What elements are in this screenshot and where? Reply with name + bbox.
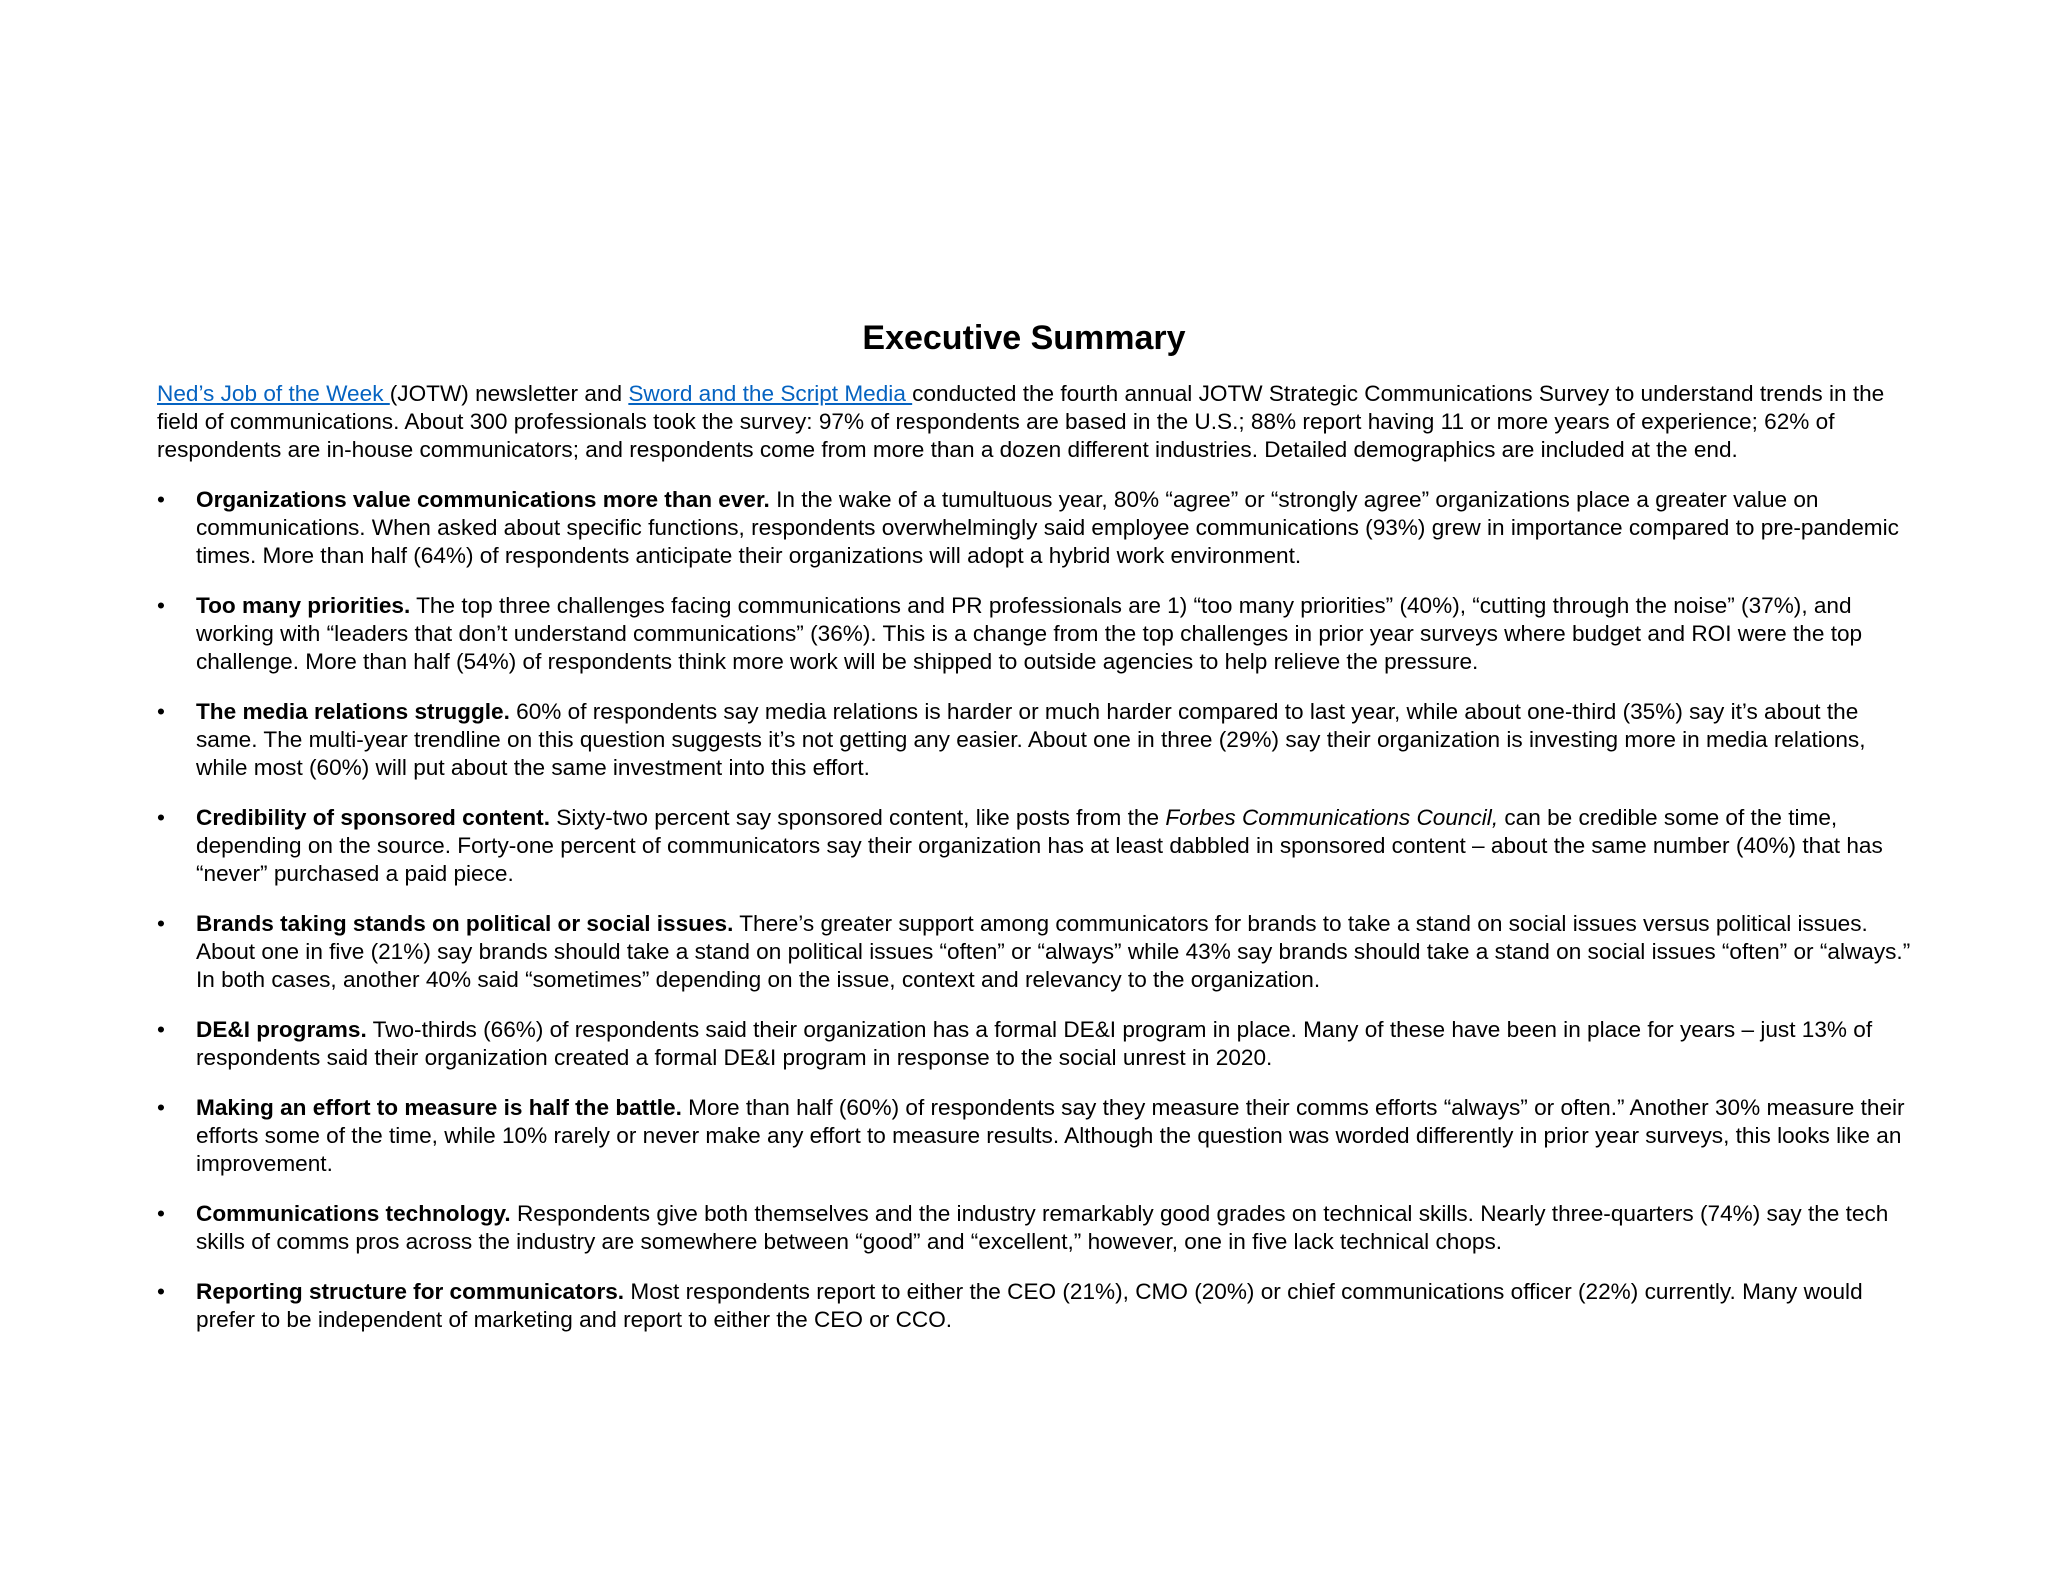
- bullet-text: Two-thirds (66%) of respondents said their organization has a formal DE&I program in place. Many of these have been in place for years – just 13% of respondents said their organization created a formal DE&I program in response to the social unrest in 2020.: [196, 1017, 1873, 1070]
- bullet-heading: Making an effort to measure is half the battle.: [196, 1095, 682, 1120]
- bullet-org-value: [157, 486, 1917, 570]
- sword-script-link[interactable]: Sword and the Script Media: [628, 381, 913, 406]
- bullet-heading: Brands taking stands on political or social issues.: [196, 911, 734, 936]
- bullet-point-icon: •: [157, 1201, 165, 1226]
- jotw-link[interactable]: Ned’s Job of the Week: [157, 381, 390, 406]
- bullet-brand-stands: [157, 910, 1917, 994]
- intro-text-1: (JOTW) newsletter and: [389, 381, 629, 406]
- bullet-dei-programs: [157, 1016, 1917, 1072]
- bullet-heading: Credibility of sponsored content.: [196, 805, 550, 830]
- bullet-text: 60% of respondents say media relations is harder or much harder compared to last year, while about one-third (35%) say it’s about the same. The multi-year trendline on this question suggests it’s not getting any easier. About one in three (29%) say their organization is investing more in media relations, while most (60%) will put about the same investment into this effort.: [196, 699, 1866, 780]
- bullet-text: The top three challenges facing communications and PR professionals are 1) “too many priorities” (40%), “cutting through the noise” (37%), and working with “leaders that don’t understand communications” (36%). This is a change from the top challenges in prior year surveys where budget and ROI were the top challenge. More than half (54%) of respondents think more work will be shipped to outside agencies to help relieve the pressure.: [196, 593, 1863, 674]
- bullet-priorities: [157, 592, 1917, 676]
- bullet-measurement: [157, 1094, 1917, 1178]
- bullet-point-icon: •: [157, 699, 165, 724]
- bullet-heading: DE&I programs.: [196, 1017, 367, 1042]
- bullet-point-icon: •: [157, 805, 165, 830]
- bullet-text-italic: Forbes Communications Council,: [1165, 805, 1499, 830]
- bullet-point-icon: •: [157, 911, 165, 936]
- bullet-text: Sixty-two percent say sponsored content, like posts from the: [550, 805, 1166, 830]
- bullet-text: Most respondents report to either the CEO (21%), CMO (20%) or chief communications officer (22%) currently. Many would prefer to be independent of marketing and report to either the CEO or CCO.: [196, 1279, 1863, 1332]
- summary-bullet-list: [157, 486, 1917, 1356]
- bullet-comms-technology: [157, 1200, 1917, 1256]
- bullet-heading: Reporting structure for communicators.: [196, 1279, 625, 1304]
- bullet-heading: Too many priorities.: [196, 593, 411, 618]
- bullet-point-icon: •: [157, 1095, 165, 1120]
- bullet-text: There’s greater support among communicators for brands to take a stand on social issues versus political issues. About one in five (21%) say brands should take a stand on political issues “often” or “always” while 43% say brands should take a stand on social issues “often” or “always.” In both cases, another 40% said “sometimes” depending on the issue, context and relevancy to the organization.: [196, 911, 1911, 992]
- intro-paragraph: [157, 380, 1917, 464]
- bullet-text: Respondents give both themselves and the industry remarkably good grades on technical skills. Nearly three-quarters (74%) say the tech skills of comms pros across the industry are somewhere between “good” and “excellent,” however, one in five lack technical chops.: [196, 1201, 1889, 1254]
- bullet-text: In the wake of a tumultuous year, 80% “agree” or “strongly agree” organizations place a greater value on communications. When asked about specific functions, respondents overwhelmingly said employee communications (93%) grew in importance compared to pre-pandemic times. More than half (64%) of respondents anticipate their organizations will adopt a hybrid work environment.: [196, 487, 1899, 568]
- bullet-text: More than half (60%) of respondents say they measure their comms efforts “always” or often.” Another 30% measure their efforts some of the time, while 10% rarely or never make any effort to measure results. Although the question was worded differently in prior year surveys, this looks like an improvement.: [196, 1095, 1905, 1176]
- bullet-media-relations: [157, 698, 1917, 782]
- bullet-sponsored-content: [157, 804, 1917, 888]
- bullet-point-icon: •: [157, 593, 165, 618]
- bullet-point-icon: •: [157, 1017, 165, 1042]
- intro-text-2: conducted the fourth annual JOTW Strategic Communications Survey to understand trends in the field of communications. About 300 professionals took the survey: 97% of respondents are based in the U.S.; 88% report having 11 or more years of experience; 62% of respondents are in-house communicators; and respondents come from more than a dozen different industries. Detailed demographics are included at the end.: [157, 381, 1885, 462]
- bullet-point-icon: •: [157, 1279, 165, 1304]
- bullet-point-icon: •: [157, 487, 165, 512]
- bullet-heading: The media relations struggle.: [196, 699, 510, 724]
- bullet-heading: Communications technology.: [196, 1201, 511, 1226]
- bullet-text: can be credible some of the time, depending on the source. Forty-one percent of communicators say their organization has at least dabbled in sponsored content – about the same number (40%) that has “never” purchased a paid piece.: [196, 805, 1883, 886]
- bullet-heading: Organizations value communications more than ever.: [196, 487, 770, 512]
- page-title: Executive Summary: [862, 319, 1186, 357]
- bullet-reporting-structure: [157, 1278, 1917, 1334]
